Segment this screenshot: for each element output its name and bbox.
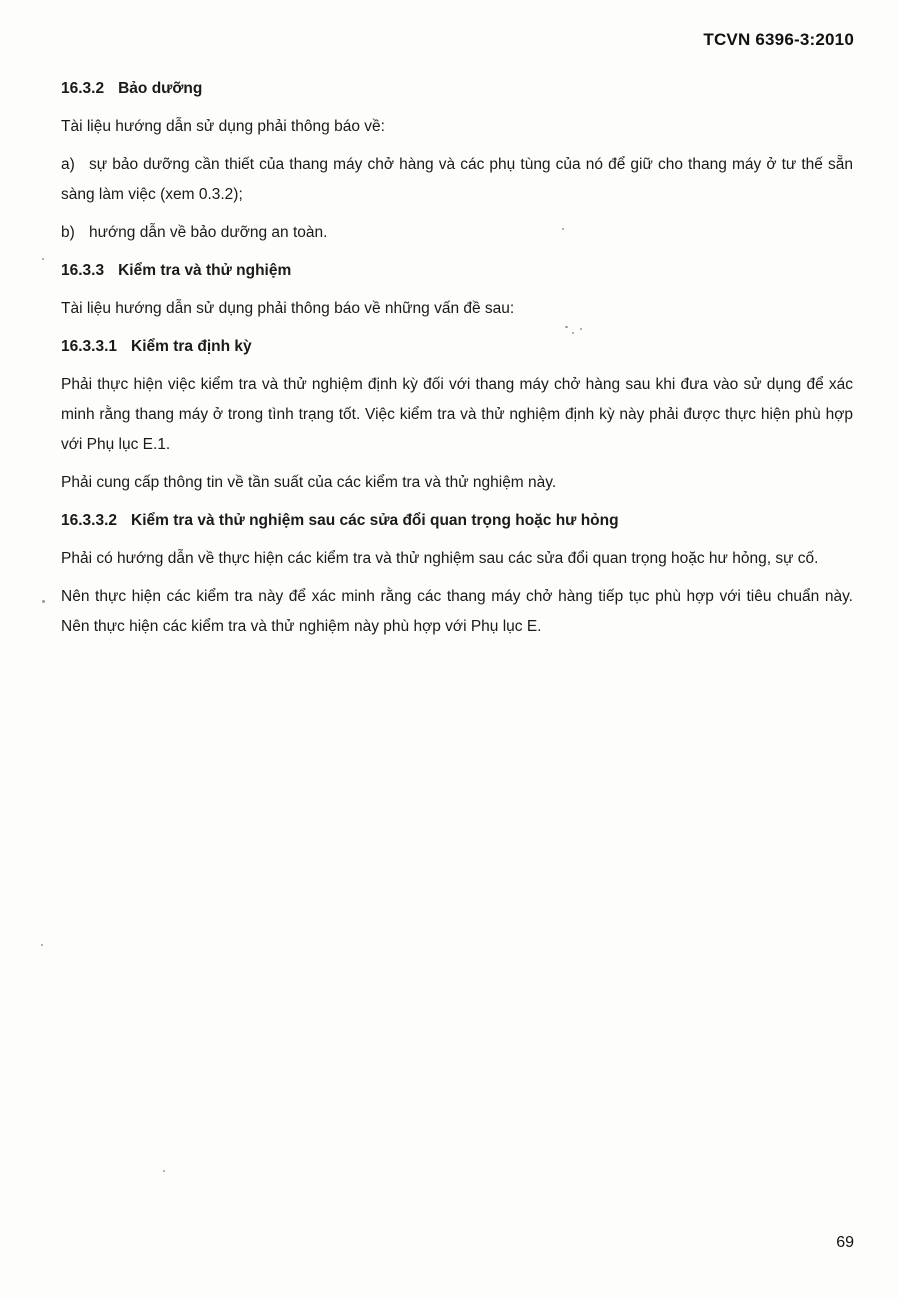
section-title: Kiểm tra và thử nghiệm sau các sửa đổi quan trọng hoặc hư hỏng — [131, 512, 619, 529]
section-number: 16.3.3.2 — [61, 512, 118, 529]
paragraph: Phải cung cấp thông tin về tần suất của các kiểm tra và thử nghiệm này. — [61, 474, 557, 491]
scan-speck — [572, 332, 574, 334]
list-marker: b) — [61, 224, 75, 241]
scan-speck — [580, 328, 582, 330]
list-marker: a) — [61, 156, 75, 173]
standard-code: TCVN 6396-3:2010 — [703, 30, 854, 49]
section-number: 16.3.3 — [61, 262, 105, 279]
scan-speck — [562, 228, 564, 230]
section-title: Kiểm tra định kỳ — [131, 338, 252, 355]
page-number: 69 — [836, 1234, 854, 1251]
paragraph: Tài liệu hướng dẫn sử dụng phải thông báo về: — [61, 118, 385, 135]
paragraph: Phải có hướng dẫn về thực hiện các kiểm tra và thử nghiệm sau các sửa đổi quan trọng hoặc hư hỏng, sự cố. — [61, 550, 819, 567]
document-body — [61, 74, 853, 650]
list-item-a — [61, 150, 853, 210]
scan-speck — [565, 326, 568, 328]
section-heading-16-3-2 — [61, 74, 853, 104]
paragraph: Tài liệu hướng dẫn sử dụng phải thông báo về những vấn đề sau: — [61, 300, 515, 317]
paragraph: Nên thực hiện các kiểm tra này để xác minh rằng các thang máy chở hàng tiếp tục phù hợp với tiêu chuẩn này. Nên thực hiện các kiểm tra và thử nghiệm này phù hợp với Phụ lục E. — [61, 588, 853, 635]
section-heading-16-3-3-1 — [61, 332, 853, 362]
section-title: Bảo dưỡng — [118, 80, 203, 97]
section-heading-16-3-3-2 — [61, 506, 853, 536]
paragraph: Phải thực hiện việc kiểm tra và thử nghiệm định kỳ đối với thang máy chở hàng sau khi đưa vào sử dụng để xác minh rằng thang máy ở trong tình trạng tốt. Việc kiểm tra và thử nghiệm định kỳ này phải được thực hiện phù hợp với Phụ lục E.1. — [61, 376, 853, 453]
list-item-text: hướng dẫn về bảo dưỡng an toàn. — [89, 224, 328, 241]
list-item-b — [61, 218, 853, 248]
list-item-text: sự bảo dưỡng cần thiết của thang máy chở hàng và các phụ tùng của nó để giữ cho thang máy ở tư thế sẵn sàng làm việc (xem 0.3.2); — [61, 156, 853, 203]
section-title: Kiểm tra và thử nghiệm — [118, 262, 292, 279]
scan-speck — [41, 944, 43, 946]
section-number: 16.3.3.1 — [61, 338, 118, 355]
section-number: 16.3.2 — [61, 80, 105, 97]
scan-speck — [42, 258, 44, 260]
scan-speck — [42, 600, 45, 603]
scan-speck — [163, 1170, 165, 1172]
section-heading-16-3-3 — [61, 256, 853, 286]
